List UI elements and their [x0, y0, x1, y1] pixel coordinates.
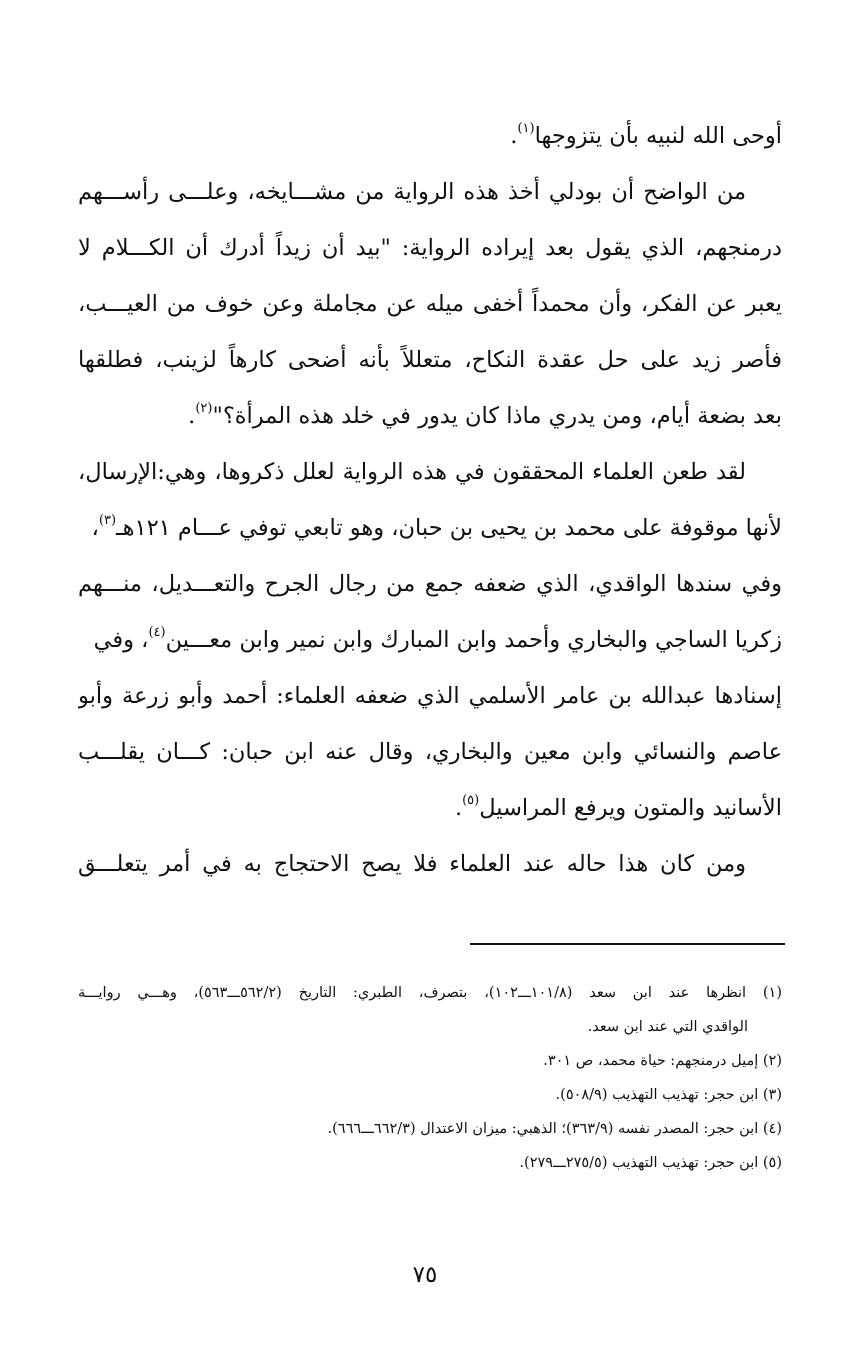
footnote-ref-4[interactable]: (٤) — [148, 625, 166, 640]
text-line-9: وفي سندها الواقدي، الذي ضعفه جمع من رجال الجرح والتعـــديل، منـــهم — [78, 571, 782, 597]
line-tail: . — [510, 123, 518, 149]
text-line-14: ومن كان هذا حاله عند العلماء فلا يصح الاحتجاج به في أمر يتعلـــق — [78, 851, 746, 877]
footnote-ref-2[interactable]: (٢) — [195, 401, 213, 416]
page-number: ٧٥ — [412, 1262, 438, 1288]
line-text: زكريا الساجي والبخاري وأحمد وابن المبارك وابن نمير وابن معـــين — [165, 627, 782, 653]
line-tail: ، — [91, 515, 99, 541]
text-line-4: يعبر عن الفكر، وأن محمداً أخفى ميله عن مجاملة وعن خوف من العيـــب، — [78, 291, 782, 317]
line-text: لأنها موقوفة على محمد بن يحيى بن حبان، وهو تابعي توفي عـــام ١٢١هـ — [116, 515, 782, 541]
line-tail: . — [188, 403, 196, 429]
text-line-6 — [78, 388, 782, 444]
line-text: أوحى الله لنبيه بأن يتزوجها — [534, 123, 782, 149]
text-line-3: درمنجهم، الذي يقول بعد إيراده الرواية: "بيد أن زيداً أدرك أن الكـــلام لا — [78, 235, 782, 261]
text-line-5: فأصر زيد على حل عقدة النكاح، متعللاً بأنه أضحى كارهاً لزينب، فطلقها — [78, 347, 782, 373]
line-text: بعد بضعة أيام، ومن يدري ماذا كان يدور في خلد هذه المرأة؟" — [212, 403, 782, 429]
line-tail: . — [454, 795, 463, 821]
footnote-ref-3[interactable]: (٣) — [98, 513, 117, 528]
text-line-1 — [78, 108, 782, 164]
footnote-ref-5[interactable]: (٥) — [462, 793, 480, 808]
footnote-3: (٣) ابن حجر: تهذيب التهذيب (٥٠٨/٩). — [555, 1087, 782, 1103]
text-line-12: عاصم والنسائي وابن معين والبخاري، وقال عنه ابن حبان: كـــان يقلـــب — [78, 739, 782, 765]
text-line-11: إسنادها عبدالله بن عامر الأسلمي الذي ضعفه العلماء: أحمد وأبو زرعة وأبو — [78, 683, 782, 709]
footnote-divider — [470, 943, 785, 945]
line-text: الأسانيد والمتون ويرفع المراسيل — [479, 795, 782, 821]
footnote-4: (٤) ابن حجر: المصدر نفسه (٣٦٣/٩)؛ الذهبي: ميزان الاعتدال (٦٦٢/٣ـــ٦٦٦). — [327, 1121, 782, 1137]
footnote-5: (٥) ابن حجر: تهذيب التهذيب (٢٧٥/٥ـــ٢٧٩). — [519, 1155, 782, 1171]
text-line-8 — [78, 500, 782, 556]
footnote-1-continuation: الواقدي التي عند ابن سعد. — [587, 1019, 748, 1035]
line-tail: ، وفي — [93, 627, 149, 653]
text-line-7: لقد طعن العلماء المحققون في هذه الرواية لعلل ذكروها، وهي:الإرسال، — [78, 459, 746, 485]
main-text — [78, 108, 782, 892]
footnotes — [78, 976, 782, 1180]
footnote-2: (٢) إميل درمنجهم: حياة محمد، ص ٣٠١. — [543, 1053, 782, 1069]
text-line-10 — [78, 612, 782, 668]
footnote-1: (١) انظرها عند ابن سعد (١٠١/٨ـــ١٠٢)، بتصرف، الطبري: التاريخ (٥٦٢/٢ـــ٥٦٣)، وهـــي روايـــة — [78, 985, 782, 1001]
text-line-13 — [78, 780, 782, 836]
text-line-2: من الواضح أن بودلي أخذ هذه الرواية من مشـــايخه، وعلـــى رأســـهم — [78, 179, 746, 205]
footnote-ref-1[interactable]: (١) — [517, 121, 535, 136]
